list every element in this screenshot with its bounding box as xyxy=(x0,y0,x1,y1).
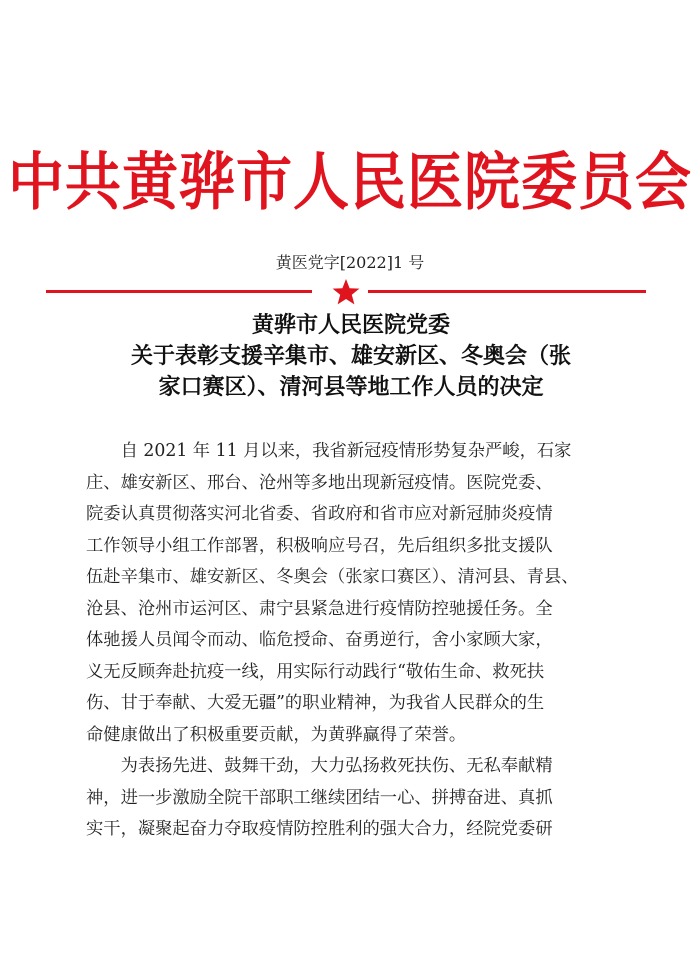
document-number: 黄医党字[2022]1 号 xyxy=(275,253,425,272)
document-body xyxy=(86,436,610,846)
red-divider xyxy=(46,278,646,306)
body-line: 自 2021 年 11 月以来，我省新冠疫情形势复杂严峻，石家 xyxy=(86,441,572,461)
headline-line: 黄骅市人民医院党委 xyxy=(251,313,450,338)
body-line: 为表扬先进、鼓舞干劲，大力弘扬救死扶伤、无私奉献精 xyxy=(86,756,553,776)
document-headline xyxy=(56,310,646,403)
masthead-title: 中共黄骅市人民医院委员会 xyxy=(8,145,692,219)
body-line: 工作领导小组工作部署，积极响应号召，先后组织多批支援队 xyxy=(86,535,553,556)
divider-line-right xyxy=(368,290,646,293)
body-line: 义无反顾奔赴抗疫一线，用实际行动践行“敬佑生命、救死扶 xyxy=(86,661,545,682)
body-line: 院委认真贯彻落实河北省委、省政府和省市应对新冠肺炎疫情 xyxy=(86,504,553,524)
body-line: 体驰援人员闻令而动、临危授命、奋勇逆行，舍小家顾大家， xyxy=(86,630,553,650)
body-line: 伍赴辛集市、雄安新区、冬奥会（张家口赛区）、清河县、青县、 xyxy=(86,567,579,587)
body-line: 命健康做出了积极重要贡献，为黄骅赢得了荣誉。 xyxy=(86,724,467,745)
divider-line-left xyxy=(46,290,312,293)
headline-line: 关于表彰支援辛集市、雄安新区、冬奥会（张 xyxy=(130,344,571,369)
body-line: 沧县、沧州市运河区、肃宁县紧急进行疫情防控驰援任务。全 xyxy=(86,598,553,619)
body-line: 实干，凝聚起奋力夺取疫情防控胜利的强大合力，经院党委研 xyxy=(86,819,553,839)
body-line: 伤、甘于奉献、大爱无疆”的职业精神，为我省人民群众的生 xyxy=(86,693,545,713)
body-line: 庄、雄安新区、邢台、沧州等多地出现新冠疫情。医院党委、 xyxy=(86,472,553,493)
star-icon xyxy=(328,278,364,306)
headline-line: 家口赛区）、清河县等地工作人员的决定 xyxy=(158,375,544,400)
body-line: 神，进一步激励全院干部职工继续团结一心、拼搏奋进、真抓 xyxy=(86,787,553,808)
